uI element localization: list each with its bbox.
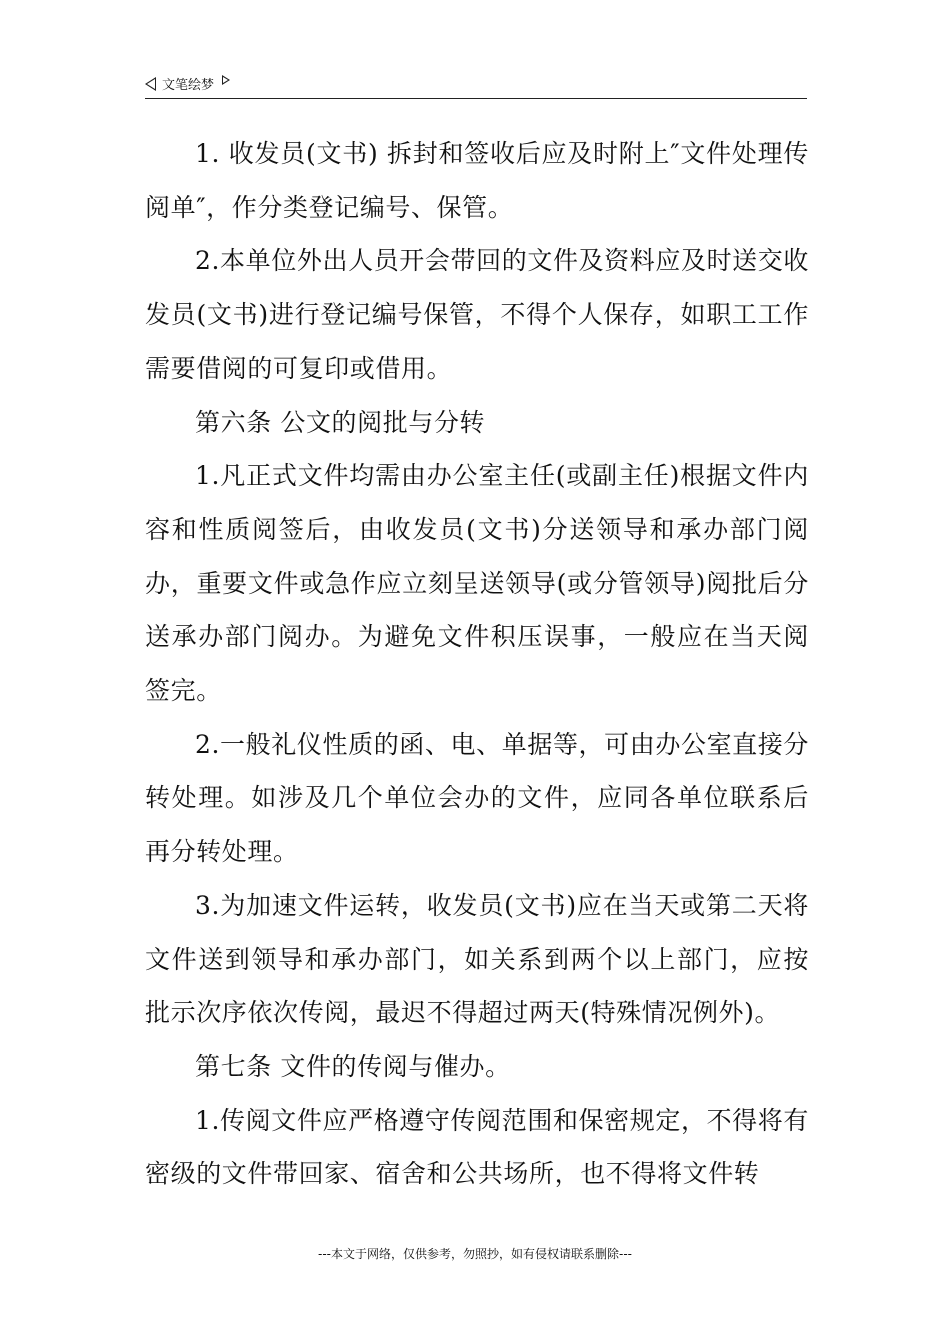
article-seven-heading: 第七条 文件的传阅与催办。 bbox=[195, 1051, 511, 1081]
paragraph-speed-up: 3.为加速文件运转，收发员(文书)应在当天或第二天将文件送到领导和承办部门，如关系到两个以上部门，应按批示次序依次传阅，最迟不得超过两天(特殊情况例外)。 bbox=[145, 890, 809, 1028]
paragraph-ceremonial-letters: 2.一般礼仪性质的函、电、单据等，可由办公室直接分转处理。如涉及几个单位会办的文件，应同各单位联系后再分转处理。 bbox=[145, 729, 809, 867]
paragraph-circulation: 1.传阅文件应严格遵守传阅范围和保密规定，不得将有密级的文件带回家、宿舍和公共场所，也不得将文件转 bbox=[145, 1105, 809, 1189]
page-footer: ---本文于网络，仅供参考，勿照抄，如有侵权请联系删除--- bbox=[318, 1247, 632, 1261]
header-brand bbox=[145, 74, 230, 93]
header-title: 文笔绘梦 bbox=[162, 78, 215, 93]
paragraph-formal-documents: 1.凡正式文件均需由办公室主任(或副主任)根据文件内容和性质阅签后，由收发员(文书)分送领导和承办部门阅办，重要文件或急作应立刻呈送领导(或分管领导)阅批后分送承办部门阅办。为避免文件积压误事，一般应在当天阅签完。 bbox=[145, 461, 809, 706]
paragraph-meeting-documents: 2.本单位外出人员开会带回的文件及资料应及时送交收发员(文书)进行登记编号保管，不得个人保存，如职工工作需要借阅的可复印或借用。 bbox=[145, 246, 809, 383]
paragraph-receipt: 1. 收发员(文书) 拆封和签收后应及时附上″文件处理传阅单″，作分类登记编号、保管。 bbox=[145, 139, 809, 222]
document-body bbox=[145, 127, 809, 1201]
page-header bbox=[145, 74, 807, 99]
article-six-heading: 第六条 公文的阅批与分转 bbox=[195, 407, 486, 437]
triangle-right-icon bbox=[222, 75, 230, 85]
triangle-left-icon bbox=[145, 77, 156, 91]
